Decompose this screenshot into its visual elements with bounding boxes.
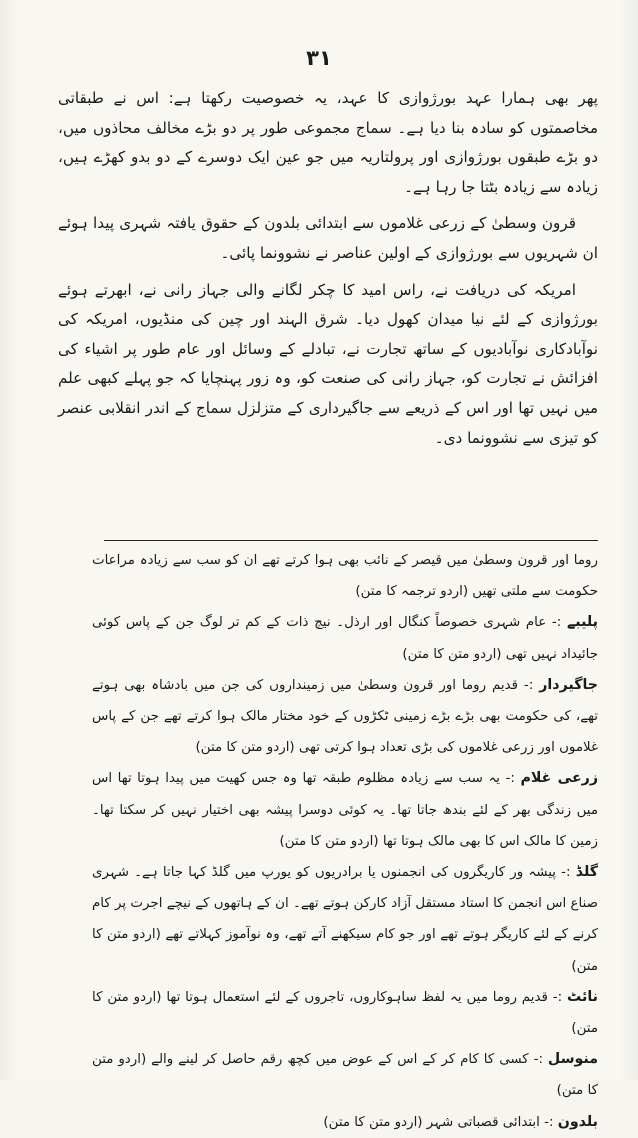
footnote-term: جاگیردار <box>539 676 598 693</box>
footnote <box>92 982 598 1044</box>
main-text <box>58 84 598 460</box>
page-number: ٣١ <box>306 46 332 70</box>
footnote <box>92 763 598 857</box>
footnote <box>92 1107 598 1138</box>
footnote-term: پلیبے <box>566 614 598 631</box>
footnote-text: :- قدیم روما میں یہ لفظ ساہوکاروں، تاجروں کے لئے استعمال ہوتا تھا (اردو متن کا متن) <box>92 989 598 1037</box>
footnote-text: :- کسی کا کام کر کے اس کے عوض میں کچھ رقم حاصل کر لینے والے (اردو متن کا متن) <box>92 1052 598 1099</box>
footnote-term: بلدون <box>557 1113 598 1130</box>
footnotes <box>92 545 598 1138</box>
footnote-text: :- پیشہ ور کاریگروں کی انجمنوں یا برادریوں کو یورپ میں گلڈ کہا جاتا ہے۔ شہری صناع اس انجمن کا استاد مستقل آزاد کارکن ہوتے تھے۔ ان کے ہاتھوں کے نیچے اجرت پر کام کرنے کے لئے کاریگر ہوتے تھے اور جو کام سیکھنے آتے تھے، وہ نوآموز کہلاتے تھے (اردو متن کا متن) <box>92 865 598 974</box>
footnote-text: :- قدیم روما اور قرون وسطیٰ میں زمینداروں کی جن میں بادشاہ بھی ہوتے تھے، کی حکومت بھی بڑے بڑے زمینی ٹکڑوں کے خود مختار مالک ہوا کرتے تھے جن کے پاس غلاموں اور زرعی غلاموں کی بڑی تعداد ہوا کرتی تھی (اردو متن کا متن) <box>92 677 598 756</box>
footnote <box>92 670 598 764</box>
footnote <box>92 545 598 607</box>
footnote-divider <box>104 540 598 541</box>
paragraph: امریکہ کی دریافت نے، راس امید کا چکر لگانے والی جہاز رانی نے، ابھرتے ہوئے بورژوازی کے لئے نیا میدان کھول دیا۔ شرق الہند اور چین کی منڈیوں، امریکہ کی نوآبادکاری نوآبادیوں کے ساتھ تجارت نے، تبادلے کے وسائل اور عام طور پر اشیاء کی افزائش نے تجارت کو، جہاز رانی کی صنعت کو، وہ زور پہنچایا کہ جو پہلے کبھی علم میں نہیں تھا اور اس کے ذریعے سے جاگیرداری کے متزلزل سماج کے اندر انقلابی عنصر کو تیزی سے نشوونما دی۔ <box>58 280 598 447</box>
footnote-term: نائٹ <box>566 988 598 1005</box>
footnote-term: منوسل <box>547 1051 598 1068</box>
paragraph: پھر بھی ہمارا عہد بورژوازی کا عہد، یہ خصوصیت رکھتا ہے: اس نے طبقاتی مخاصمتوں کو سادہ بنا دیا ہے۔ سماج مجموعی طور پر دو بڑے مخالف محاذوں میں، دو بڑے طبقوں بورژوازی اور پرولتاریہ میں جو عین ایک دوسرے کے دو بدو کھڑے ہیں، زیادہ سے زیادہ بٹتا جا رہا ہے۔ <box>58 89 598 196</box>
footnote <box>92 1044 598 1106</box>
footnote-term: زرعی غلام <box>520 770 598 787</box>
footnote-text: :- ابتدائی قصباتی شہر (اردو متن کا متن) <box>323 1114 554 1130</box>
footnote-text: :- عام شہری خصوصاً کنگال اور ارذل۔ نیچ ذات کے کم تر لوگ جن کے پاس کوئی جائیداد نہیں تھی (اردو متن کا متن) <box>92 615 598 662</box>
footnote-text: روما اور قرون وسطیٰ میں قیصر کے نائب بھی ہوا کرتے تھے ان کو سب سے زیادہ مراعات حکومت سے ملتی تھیں (اردو ترجمہ کا متن) <box>92 553 598 600</box>
footnote-text: :- یہ سب سے زیادہ مظلوم طبقہ تھا وہ جس کھیت میں پیدا ہوتا تھا اس میں زندگی بھر کے لئے بندھ جاتا تھا۔ یہ کوئی دوسرا پیشہ بھی اختیار نہیں کر سکتا تھا۔ زمین کا مالک اس کا بھی مالک ہوتا تھا (اردو متن کا متن) <box>92 771 598 849</box>
paragraph: قرون وسطیٰ کے زرعی غلاموں سے ابتدائی بلدون کے حقوق یافتہ شہری پیدا ہوئے ان شہریوں سے بورژوازی کے اولین عناصر نے نشوونما پائی۔ <box>58 214 598 262</box>
footnote-term: گلڈ <box>575 864 598 881</box>
footnote <box>92 607 598 669</box>
footnote <box>92 857 598 982</box>
